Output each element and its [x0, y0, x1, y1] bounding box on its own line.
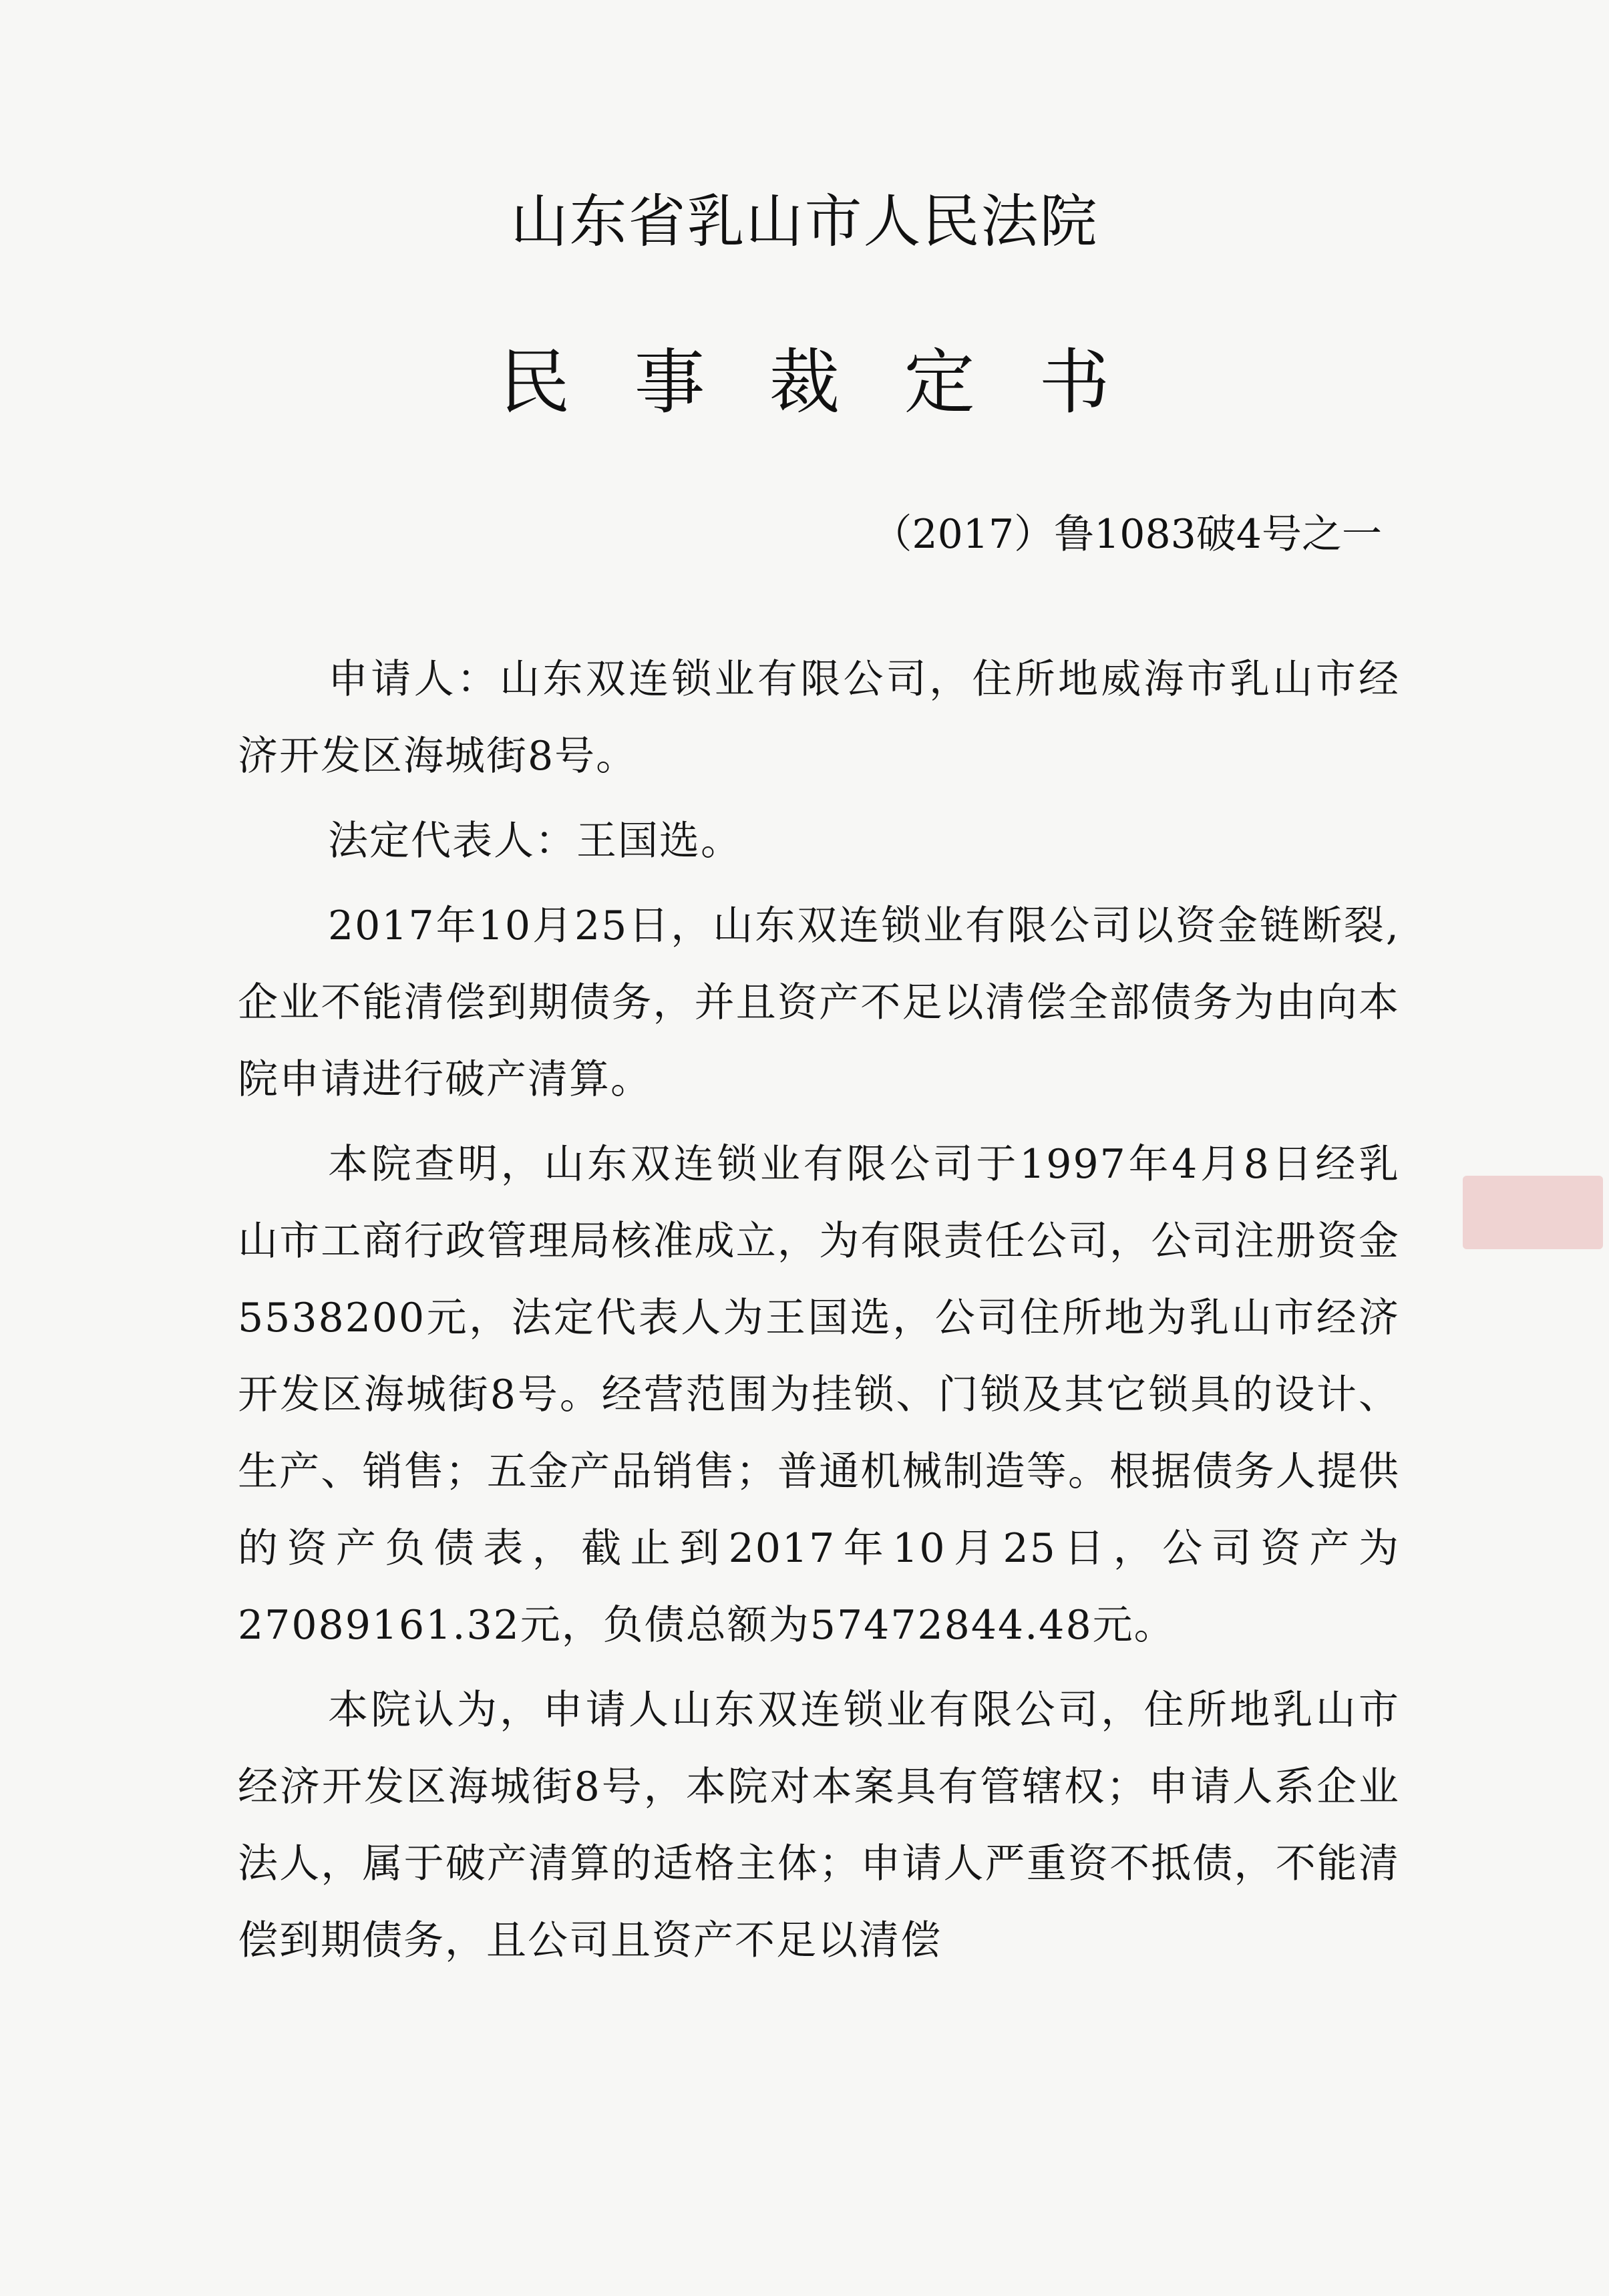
document-body: [238, 641, 1400, 1987]
paragraph-application: 2017年10月25日，山东双连锁业有限公司以资金链断裂,企业不能清偿到期债务，并且资产不足以清偿全部债务为由向本院申请进行破产清算。: [238, 903, 1400, 1103]
paragraph-legal-representative: 法定代表人：王国选。: [328, 818, 742, 864]
paragraph-applicant: 申请人：山东双连锁业有限公司，住所地威海市乳山市经济开发区海城街8号。: [238, 656, 1400, 780]
court-name: 山东省乳山市人民法院: [510, 188, 1099, 255]
paragraph-court-opinion: 本院认为，申请人山东双连锁业有限公司，住所地乳山市经济开发区海城街8号，本院对本案具有管辖权；申请人系企业法人，属于破产清算的适格主体；申请人严重资不抵债，不能清偿到期债务，且公司且资产不足以清偿: [238, 1687, 1400, 1964]
case-number: （2017）鲁1083破4号之一: [872, 511, 1382, 558]
document-type-title: 民事裁定书: [499, 341, 1174, 424]
paragraph-findings: 本院查明，山东双连锁业有限公司于1997年4月8日经乳山市工商行政管理局核准成立，为有限责任公司，公司注册资金5538200元，法定代表人为王国选，公司住所地为乳山市经济开发区海城街8号。经营范围为挂锁、门锁及其它锁具的设计、生产、销售；五金产品销售；普通机械制造等。根据债务人提供的资产负债表，截止到2017年10月25日，公司资产为27089161.32元，负债总额为57472844.48元。: [238, 1141, 1400, 1649]
red-seal-bleed: [1463, 1176, 1603, 1249]
